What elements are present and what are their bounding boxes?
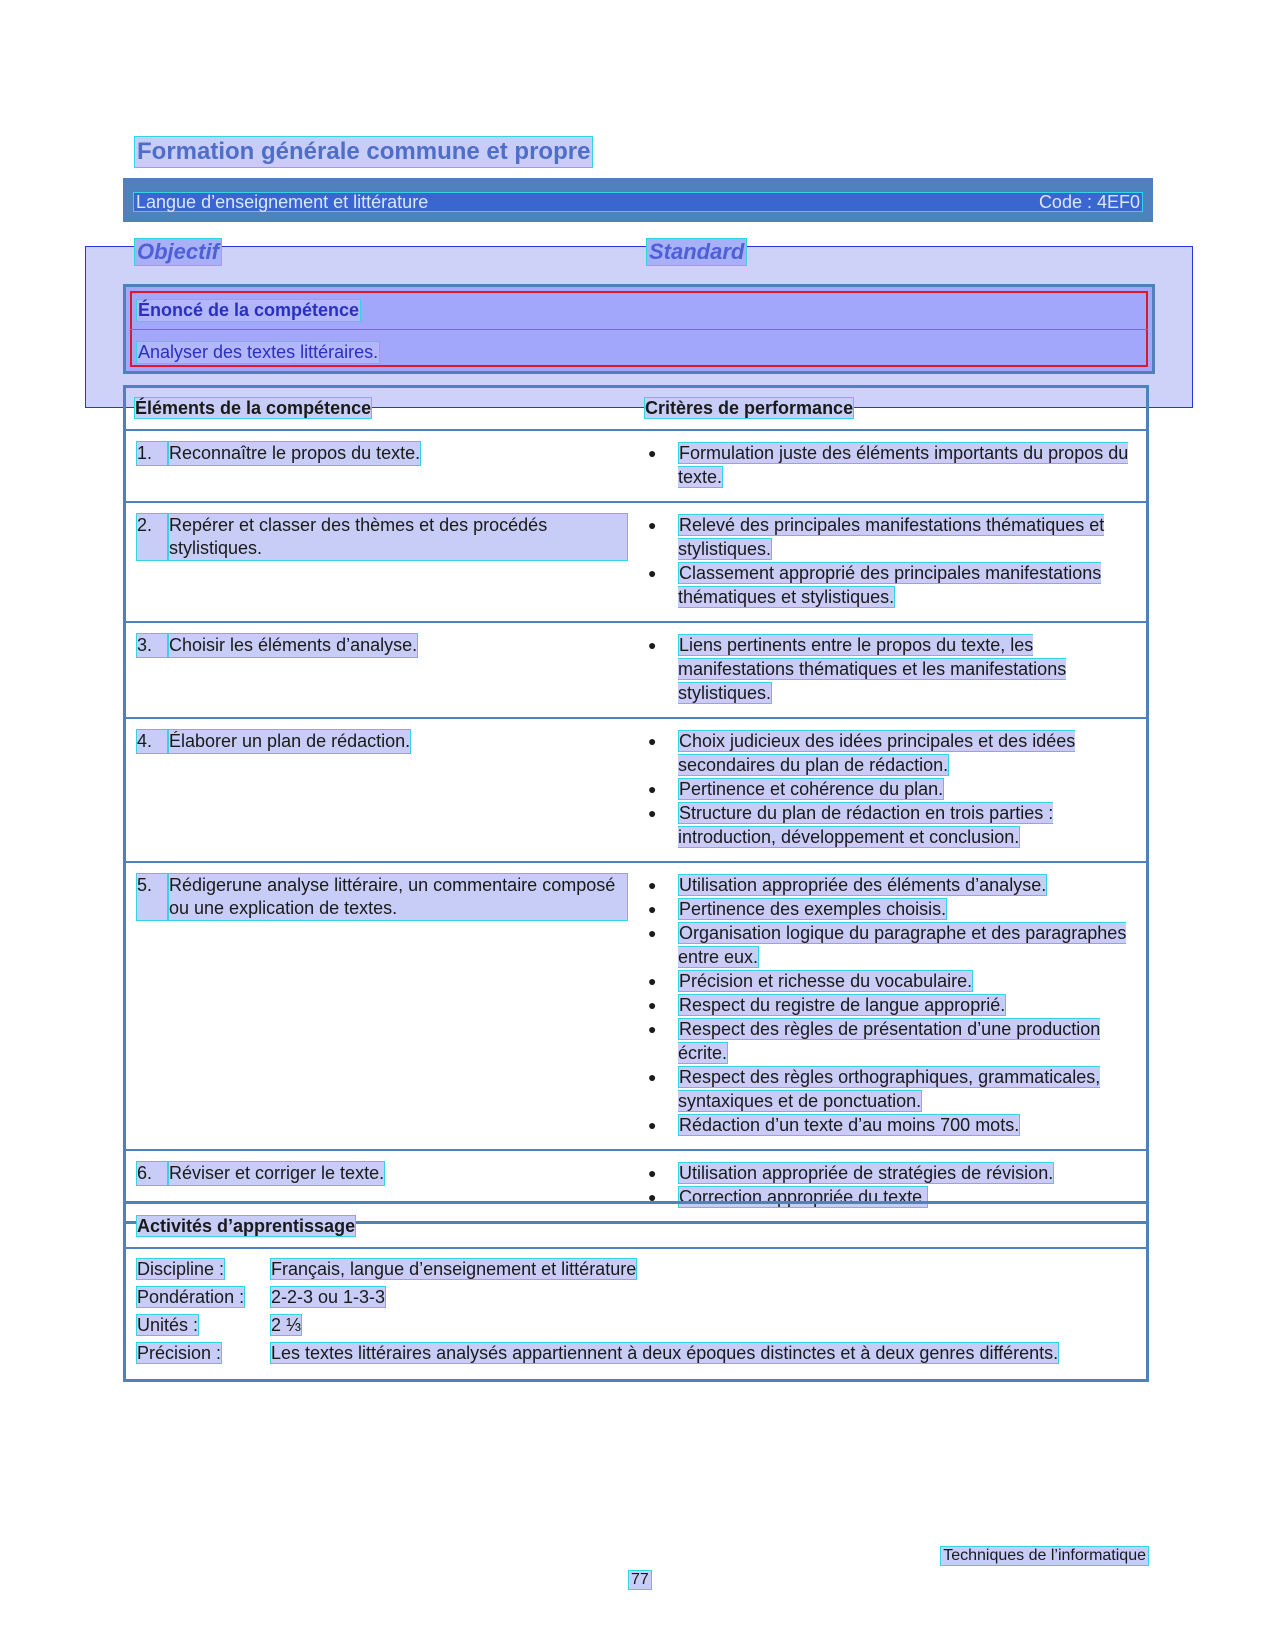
list-item [646, 561, 1138, 609]
criterion-text: Pertinence des exemples choisis. [679, 899, 947, 919]
activity-value: 2 ⅓ [271, 1315, 302, 1335]
bullet-icon: ● [648, 565, 657, 581]
criterion-text: Organisation logique du paragraphe et des paragraphes entre eux. [678, 923, 1127, 967]
activity-value: Les textes littéraires analysés appartiennent à deux époques distinctes et à deux genres différents. [271, 1343, 1059, 1363]
list-item [646, 1113, 1138, 1137]
course-bar [123, 178, 1153, 222]
list-item [646, 969, 1138, 993]
bullet-icon: ● [648, 445, 657, 461]
criterion-text: Pertinence et cohérence du plan. [679, 779, 944, 799]
element-number: 2. [136, 513, 168, 561]
bullet-icon: ● [648, 1189, 657, 1205]
bullet-icon: ● [648, 1117, 657, 1133]
criterion-text: Respect des règles de présentation d’une production écrite. [678, 1019, 1101, 1063]
activity-value: 2-2-3 ou 1-3-3 [271, 1287, 386, 1307]
list-item [646, 873, 1138, 897]
table-row [125, 622, 1148, 718]
bullet-icon: ● [648, 733, 657, 749]
activities-table [123, 1201, 1149, 1382]
bullet-icon: ● [648, 925, 657, 941]
element-number: 3. [136, 633, 168, 658]
activity-row-precision [136, 1341, 1136, 1365]
divider [130, 329, 1148, 330]
bullet-icon: ● [648, 877, 657, 893]
list-item [646, 897, 1138, 921]
criterion-text: Structure du plan de rédaction en trois parties : introduction, développement et conclusion. [678, 803, 1054, 847]
list-item [646, 441, 1138, 489]
element-text: Rédigerune analyse littéraire, un commentaire composé ou une explication de textes. [168, 873, 628, 921]
element-number: 1. [136, 441, 168, 466]
course-code: Code : 4EF0 [1038, 192, 1140, 212]
activity-key: Discipline : [137, 1259, 225, 1279]
criterion-text: Précision et richesse du vocabulaire. [679, 971, 973, 991]
bullet-icon: ● [648, 1069, 657, 1085]
bullet-icon: ● [648, 901, 657, 917]
bullet-icon: ● [648, 805, 657, 821]
table-row [125, 718, 1148, 862]
bullet-icon: ● [648, 637, 657, 653]
list-item [646, 633, 1138, 705]
list-item [646, 921, 1138, 969]
bullet-icon: ● [648, 997, 657, 1013]
criteria-header: Critères de performance [645, 398, 854, 418]
activity-row-discipline [136, 1257, 1136, 1281]
standard-heading: Standard [646, 238, 747, 266]
criterion-text: Classement approprié des principales manifestations thématiques et stylistiques. [678, 563, 1102, 607]
list-item [646, 777, 1138, 801]
list-item [646, 993, 1138, 1017]
bullet-icon: ● [648, 1021, 657, 1037]
table-row [125, 502, 1148, 622]
element-number: 5. [136, 873, 168, 921]
element-text: Reconnaître le propos du texte. [168, 441, 421, 466]
list-item [646, 729, 1138, 777]
list-item [646, 1065, 1138, 1113]
activities-title: Activités d’apprentissage [137, 1216, 356, 1236]
element-text: Repérer et classer des thèmes et des procédés stylistiques. [168, 513, 628, 561]
criterion-text: Utilisation appropriée des éléments d’analyse. [679, 875, 1047, 895]
criterion-text: Correction appropriée du texte. [679, 1187, 928, 1207]
enonce-value: Analyser des textes littéraires. [138, 342, 379, 362]
list-item [646, 1017, 1138, 1065]
criterion-text: Relevé des principales manifestations thématiques et stylistiques. [678, 515, 1105, 559]
course-name: Langue d’enseignement et littérature [136, 192, 429, 212]
competence-table [123, 385, 1149, 1224]
activity-row-unites [136, 1313, 1136, 1337]
elements-header: Éléments de la compétence [135, 398, 372, 418]
enonce-box [123, 284, 1155, 374]
objective-heading: Objectif [134, 238, 222, 266]
table-row [125, 430, 1148, 502]
list-item [646, 801, 1138, 849]
bullet-icon: ● [648, 973, 657, 989]
footer-program: Techniques de l’informatique [940, 1546, 1149, 1566]
bullet-icon: ● [648, 517, 657, 533]
activity-value: Français, langue d’enseignement et littérature [271, 1259, 637, 1279]
activity-key: Précision : [137, 1343, 222, 1363]
table-row [125, 862, 1148, 1150]
criterion-text: Utilisation appropriée de stratégies de révision. [679, 1163, 1054, 1183]
criterion-text: Choix judicieux des idées principales et des idées secondaires du plan de rédaction. [678, 731, 1076, 775]
element-text: Élaborer un plan de rédaction. [168, 729, 411, 754]
activity-key: Pondération : [137, 1287, 245, 1307]
criterion-text: Formulation juste des éléments importants du propos du texte. [678, 443, 1129, 487]
element-number: 4. [136, 729, 168, 754]
element-text: Réviser et corriger le texte. [168, 1161, 385, 1186]
list-item [646, 513, 1138, 561]
criterion-text: Respect du registre de langue approprié. [679, 995, 1006, 1015]
element-number: 6. [136, 1161, 168, 1186]
enonce-label: Énoncé de la compétence [138, 300, 360, 320]
element-text: Choisir les éléments d’analyse. [168, 633, 418, 658]
bullet-icon: ● [648, 781, 657, 797]
criterion-text: Liens pertinents entre le propos du texte, les manifestations thématiques et les manifestations stylistiques. [678, 635, 1067, 703]
bullet-icon: ● [648, 1165, 657, 1181]
page-title: Formation générale commune et propre [134, 136, 593, 168]
page-number: 77 [628, 1570, 652, 1590]
criterion-text: Rédaction d’un texte d’au moins 700 mots. [679, 1115, 1020, 1135]
activity-row-ponderation [136, 1285, 1136, 1309]
criterion-text: Respect des règles orthographiques, grammaticales, syntaxiques et de ponctuation. [678, 1067, 1101, 1111]
list-item [646, 1161, 1138, 1185]
activity-key: Unités : [137, 1315, 199, 1335]
